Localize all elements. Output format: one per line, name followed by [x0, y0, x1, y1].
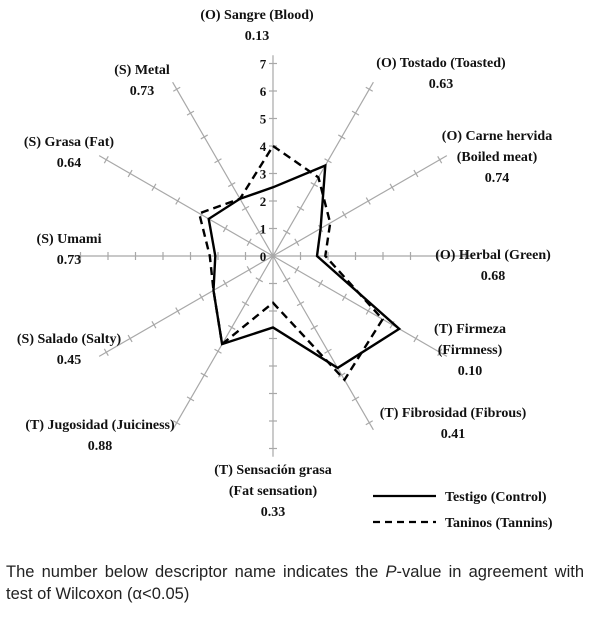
radial-tick-label-2: 2	[259, 194, 267, 209]
axis-tick-4-3	[342, 294, 346, 301]
caption-text-start: The number below descriptor name indicates the	[6, 563, 386, 581]
axis-tick-1-7	[366, 87, 373, 91]
axis-name-7-line-0: (T) Jugosidad (Juiciness)	[25, 418, 175, 433]
axis-tick-5-4	[325, 349, 332, 353]
axis-p-value-5: 0.41	[440, 427, 466, 442]
axis-tick-4-2	[319, 280, 323, 287]
axis-spoke-5	[273, 256, 373, 430]
axis-spoke-4	[273, 256, 447, 356]
radial-tick-label-5: 5	[259, 111, 267, 127]
axis-tick-7-3	[228, 325, 235, 329]
axis-tick-7-6	[187, 397, 194, 401]
radial-tick-label-3: 3	[259, 166, 267, 182]
axis-tick-5-6	[352, 397, 359, 401]
axis-name-9-line-0: (S) Umami	[36, 232, 102, 247]
axis-tick-2-4	[366, 198, 370, 205]
axis-p-value-3: 0.68	[480, 269, 506, 284]
axis-name-6-line-1: (Fat sensation)	[228, 484, 318, 499]
axis-name-6-line-0: (T) Sensación grasa	[214, 463, 332, 478]
axis-tick-1-3	[311, 183, 318, 187]
axis-tick-1-4	[325, 159, 332, 163]
axis-label-11	[114, 63, 170, 99]
axis-tick-1-5	[338, 135, 345, 139]
axis-label-9	[37, 232, 102, 268]
axis-label-6	[214, 463, 331, 520]
axis-label-0	[200, 8, 314, 44]
axis-p-value-10: 0.64	[56, 156, 82, 171]
axis-tick-10-1	[247, 239, 251, 246]
axis-tick-5-1	[283, 278, 290, 282]
axis-labels	[17, 8, 552, 520]
axis-label-10	[24, 135, 115, 171]
axis-tick-4-4	[366, 308, 370, 315]
axis-tick-11-7	[173, 87, 180, 91]
axis-tick-5-2	[297, 302, 304, 306]
axis-p-value-2: 0.74	[484, 171, 510, 186]
axis-tick-8-2	[223, 280, 227, 287]
axis-spoke-2	[273, 156, 447, 256]
axis-label-8	[17, 332, 122, 368]
axis-name-2-line-1: (Boiled meat)	[456, 150, 538, 165]
axis-name-4-line-0: (T) Firmeza	[434, 322, 506, 337]
axis-spoke-10	[99, 156, 273, 256]
axis-name-1-line-0: (O) Tostado (Toasted)	[376, 56, 506, 71]
axis-tick-10-6	[128, 170, 132, 177]
axis-p-value-11: 0.73	[129, 84, 155, 99]
axis-tick-8-5	[152, 321, 156, 328]
axis-tick-2-3	[342, 211, 346, 218]
axis-label-1	[376, 56, 506, 92]
axis-tick-8-1	[247, 266, 251, 273]
axis-p-value-0: 0.13	[244, 29, 270, 44]
axis-tick-1-1	[283, 230, 290, 234]
radial-tick-label-0: 0	[259, 249, 267, 264]
legend-label-control: Testigo (Control)	[445, 490, 547, 505]
radar-axes	[72, 55, 474, 457]
legend	[373, 490, 553, 531]
axis-tick-11-6	[187, 111, 194, 115]
axis-tick-8-4	[176, 308, 180, 315]
caption-p-italic: P	[385, 563, 397, 581]
radial-tick-label-4: 4	[259, 139, 267, 154]
axis-p-value-8: 0.45	[56, 353, 82, 368]
axis-p-value-7: 0.88	[87, 439, 113, 454]
axis-spoke-8	[99, 256, 273, 356]
axis-name-4-line-1: (Firmness)	[437, 343, 503, 358]
axis-tick-11-2	[242, 206, 249, 210]
axis-tick-11-4	[215, 159, 222, 163]
axis-label-4	[434, 322, 506, 379]
figure-caption	[6, 561, 584, 605]
caption-text-end: -value in agreement with test of Wilcoxon (α<0.05)	[6, 563, 585, 603]
axis-name-11-line-0: (S) Metal	[114, 63, 170, 78]
axis-name-5-line-0: (T) Fibrosidad (Fibrous)	[379, 406, 527, 421]
axis-p-value-4: 0.10	[457, 364, 483, 379]
axis-tick-8-3	[200, 294, 204, 301]
axis-tick-7-1	[256, 278, 263, 282]
axis-tick-10-4	[176, 198, 180, 205]
axis-label-3	[435, 248, 551, 284]
axis-tick-7-4	[215, 349, 222, 353]
axis-p-value-6: 0.33	[260, 505, 286, 520]
axis-tick-10-2	[223, 225, 227, 232]
axis-spoke-1	[273, 82, 373, 256]
axis-tick-8-6	[128, 335, 132, 342]
axis-spoke-11	[173, 82, 273, 256]
axis-tick-5-3	[311, 325, 318, 329]
axis-tick-4-1	[295, 266, 299, 273]
radial-tick-label-6: 6	[259, 84, 267, 99]
axis-tick-11-5	[201, 135, 208, 139]
axis-p-value-1: 0.63	[428, 77, 454, 92]
axis-tick-7-5	[201, 373, 208, 377]
legend-label-tannins: Taninos (Tannins)	[445, 516, 553, 531]
radial-tick-label-7: 7	[259, 56, 267, 72]
axis-label-2	[442, 129, 552, 186]
axis-tick-1-6	[352, 111, 359, 115]
axis-p-value-9: 0.73	[56, 253, 82, 268]
axis-label-7	[25, 418, 175, 454]
radial-tick-labels	[260, 57, 267, 265]
axis-label-5	[380, 406, 527, 442]
axis-tick-8-7	[104, 349, 108, 356]
axis-tick-2-5	[390, 184, 394, 191]
axis-name-10-line-0: (S) Grasa (Fat)	[23, 135, 115, 150]
axis-tick-4-6	[414, 335, 418, 342]
axis-tick-10-7	[104, 156, 108, 163]
axis-name-8-line-0: (S) Salado (Salty)	[16, 332, 122, 347]
radial-tick-label-1: 1	[259, 221, 267, 237]
axis-tick-1-2	[297, 206, 304, 210]
axis-name-2-line-0: (O) Carne hervida	[441, 129, 553, 144]
axis-tick-2-6	[414, 170, 418, 177]
axis-tick-5-7	[366, 421, 373, 425]
axis-name-3-line-0: (O) Herbal (Green)	[435, 248, 551, 263]
axis-name-0-line-0: (O) Sangre (Blood)	[200, 8, 314, 23]
axis-tick-2-7	[438, 156, 442, 163]
axis-tick-2-1	[295, 239, 299, 246]
axis-tick-11-3	[228, 183, 235, 187]
axis-tick-7-2	[242, 302, 249, 306]
axis-tick-10-5	[152, 184, 156, 191]
